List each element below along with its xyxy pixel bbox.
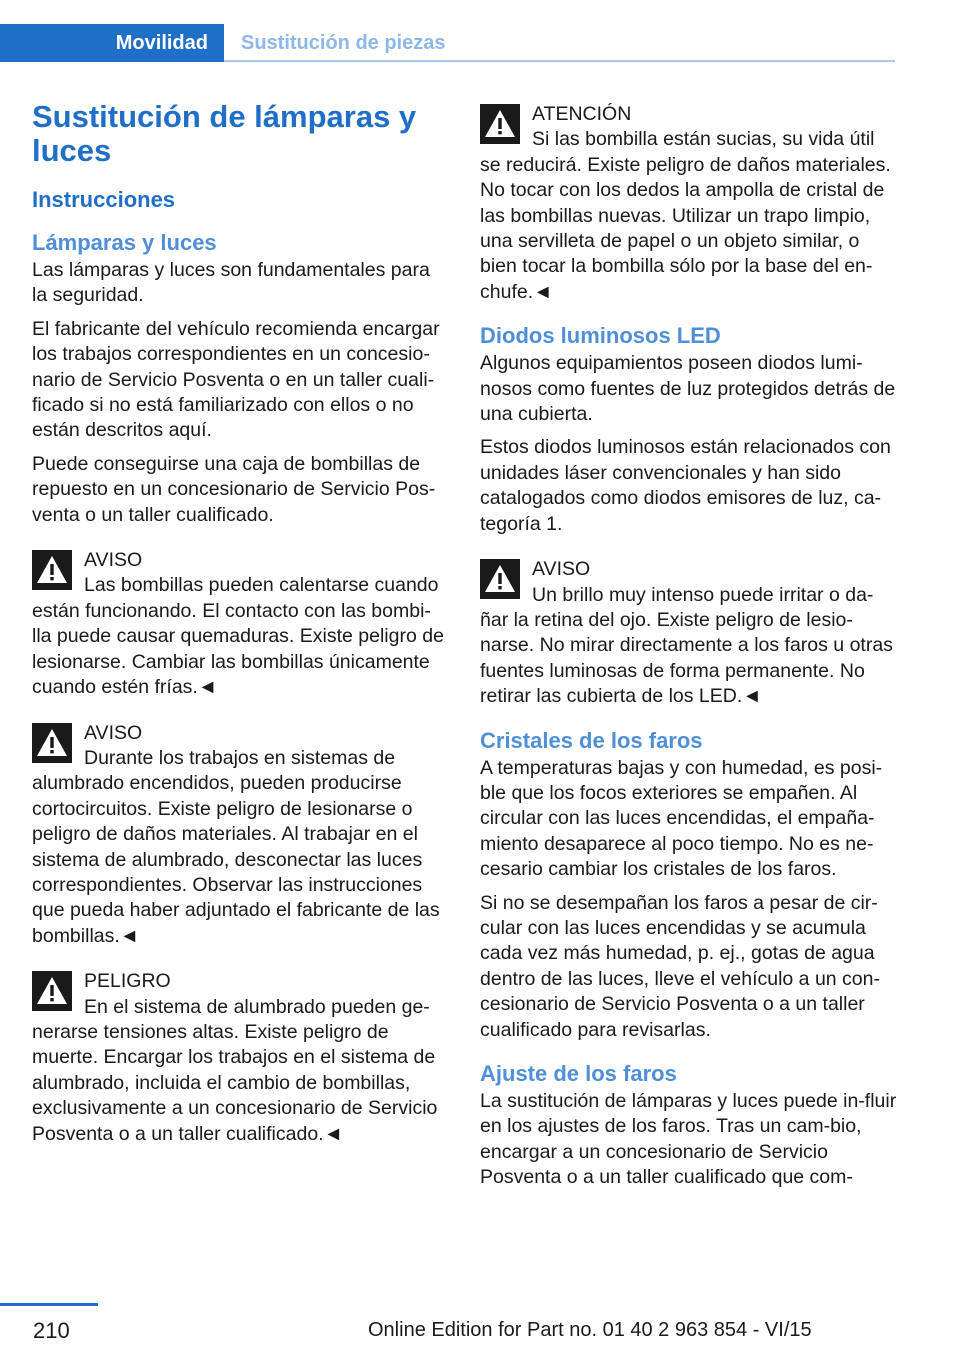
paragraph: Estos diodos luminosos están relacionados con unidades láser convencionales y han sido catalogados como diodos emisores de luz, ca-tegoría 1.: [480, 436, 891, 535]
warning-triangle-icon: [32, 550, 72, 590]
page-title: Sustitución de lámparas y luces: [32, 99, 417, 168]
paragraph: A temperaturas bajas y con humedad, es posi-ble que los focos exteriores se empañen. Al circular con las luces encendidas, el empaña-miento desaparece al poco tiempo. No es ne-cesario cambiar los cristales de los faros.: [480, 756, 883, 881]
warning-block-peligro: [32, 969, 450, 1147]
paragraph: Si no se desempañan los faros a pesar de cir-cular con las luces encendidas y se acumula cada vez más humedad, p. ej., gotas de agua dentro de las luces, lleve el vehículo a un con-cesionario de Servicio Posventa o a un taller cualificado para revisarlas.: [480, 891, 880, 1041]
paragraph: Puede conseguirse una caja de bombillas de repuesto en un concesionario de Servicio Pos-venta o un taller cualificado.: [32, 452, 436, 526]
warning-block-aviso-2: [32, 721, 450, 950]
footer-accent-line: [0, 1303, 98, 1306]
paragraph: El fabricante del vehículo recomienda encargar los trabajos correspondientes en un concesio-nario de Servicio Posventa o en un taller cuali-ficado si no está familiarizado con ellos o no están descritos aquí.: [32, 317, 440, 442]
tab-sustitucion-label: Sustitución de piezas: [241, 31, 446, 54]
warning-block-aviso-1: [32, 548, 450, 700]
edition-note: Online Edition for Part no. 01 40 2 963 854 - VI/15: [368, 1319, 812, 1341]
warning-text-rest: alumbrado encendidos, pueden producirse cortocircuitos. Existe peligro de lesionarse o peligro de daños materiales. Al trabajar en el sistema de alumbrado, desconectar las luces correspondientes. Observar las instrucciones que pueda haber adjuntado el fabricante de las bombillas.◄: [32, 772, 440, 947]
subheading-ajuste-faros: Ajuste de los faros: [480, 1061, 677, 1086]
tab-movilidad[interactable]: [0, 24, 224, 62]
page-number: 210: [33, 1318, 70, 1343]
warning-triangle-icon: [480, 104, 520, 144]
warning-triangle-icon: [32, 723, 72, 763]
warning-block-aviso-led: [480, 557, 898, 709]
warning-text: Si las bombilla están sucias, su vida útil: [532, 128, 875, 151]
warning-label: AVISO: [532, 558, 591, 581]
tab-movilidad-label: Movilidad: [115, 31, 208, 54]
warning-triangle-icon: [480, 559, 520, 599]
header-divider: [224, 60, 895, 62]
warning-label: ATENCIÓN: [532, 103, 632, 125]
subheading-diodos-led: Diodos luminosos LED: [480, 323, 721, 349]
warning-text: Durante los trabajos en sistemas de: [84, 746, 396, 769]
warning-text-rest: están funcionando. El contacto con las bombi-lla puede causar quemaduras. Existe peligro de lesionarse. Cambiar las bombillas únicamente cuando estén frías.◄: [32, 599, 444, 699]
warning-text: Las bombillas pueden calentarse cuando: [84, 574, 439, 597]
tab-sustitucion-de-piezas[interactable]: [224, 24, 895, 62]
warning-block-atencion: [480, 102, 898, 305]
header-bar: [0, 24, 895, 62]
warning-label: AVISO: [84, 549, 143, 572]
section-heading-instrucciones: Instrucciones: [32, 187, 176, 212]
warning-text: Un brillo muy intenso puede irritar o da-: [532, 583, 874, 606]
paragraph: Las lámparas y luces son fundamentales para la seguridad.: [32, 259, 430, 307]
right-column: [480, 100, 898, 1199]
paragraph: La sustitución de lámparas y luces puede in-fluir en los ajustes de los faros. Tras un cam-bio, encargar a un concesionario de Servicio Posventa o a un taller cualificado que com-: [480, 1090, 897, 1189]
left-column: [32, 100, 450, 1155]
subheading-cristales-faros: Cristales de los faros: [480, 727, 703, 753]
warning-text-rest: nerarse tensiones altas. Existe peligro de muerte. Encargar los trabajos en el sistema de alumbrado, incluida el cambio de bombillas, exclusivamente a un concesionario de Servicio Posventa o a un taller cualificado.◄: [32, 1020, 438, 1145]
warning-text-rest: ñar la retina del ojo. Existe peligro de lesio-narse. No mirar directamente a los faros u otras fuentes luminosas de forma permanente. No retirar las cubierta de los LED.◄: [480, 608, 893, 708]
warning-triangle-icon: [32, 971, 72, 1011]
warning-label: AVISO: [84, 721, 143, 744]
warning-label: PELIGRO: [84, 970, 171, 993]
paragraph: Algunos equipamientos poseen diodos lumi-nosos como fuentes de luz protegidos detrás de una cubierta.: [480, 352, 896, 426]
subheading-lamparas: Lámparas y luces: [32, 230, 217, 255]
warning-text: En el sistema de alumbrado pueden ge-: [84, 995, 430, 1018]
warning-text-rest: se reducirá. Existe peligro de daños materiales. No tocar con los dedos la ampolla de cristal de las bombillas nuevas. Utilizar un trapo limpio, una servilleta de papel o un objeto similar, o bien tocar la bombilla sólo por la base del en-chufe.◄: [480, 153, 891, 303]
